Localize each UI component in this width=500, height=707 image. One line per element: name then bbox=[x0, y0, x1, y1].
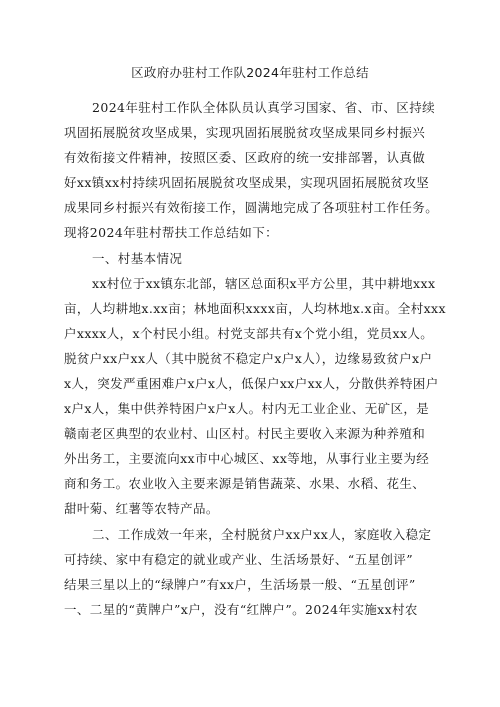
paragraph-line: 成果同乡村振兴有效衔接工作，圆满地完成了各项驻村工作任务。 bbox=[64, 200, 439, 215]
paragraph-line: x户x人，集中供养特困户x户x人。村内无工业企业、无矿区，是 bbox=[64, 401, 430, 416]
paragraph-line: 甜叶菊、红薯等农特产品。 bbox=[64, 501, 219, 516]
document-title: 区政府办驻村工作队2024年驻村工作总结 bbox=[131, 65, 369, 80]
paragraph-line: 亩，人均耕地x.xx亩；林地面积xxxx亩，人均林地x.x亩。全村xxx bbox=[64, 301, 446, 316]
paragraph-line: 赣南老区典型的农业村、山区村。村民主要收入来源为种养殖和 bbox=[64, 426, 426, 441]
paragraph-line: 二、工作成效一年来，全村脱贫户xx户xx人，家庭收入稳定 bbox=[92, 527, 432, 542]
paragraph-line: 巩固拓展脱贫攻坚成果，实现巩固拓展脱贫攻坚成果同乡村振兴 bbox=[64, 125, 426, 140]
paragraph-line: 好xx镇xx村持续巩固拓展脱贫攻坚成果，实现巩固拓展脱贫攻坚 bbox=[64, 175, 430, 190]
paragraph-line: 脱贫户xx户xx人（其中脱贫不稳定户x户x人），边缘易致贫户x户 bbox=[64, 351, 433, 366]
paragraph-line: 可持续、家中有稳定的就业或产业、生活场景好、“五星创评” bbox=[64, 552, 413, 567]
paragraph-line: 一、二星的“黄牌户”x户，没有“红牌户”。2024年实施xx村农 bbox=[64, 602, 418, 617]
paragraph-line: xx村位于xx镇东北部，辖区总面积x平方公里，其中耕地xxx bbox=[92, 276, 436, 291]
paragraph-line: 2024年驻村工作队全体队员认真学习国家、省、市、区持续 bbox=[92, 100, 436, 115]
paragraph-line: 户xxxx人，x个村民小组。村党支部共有x个党小组，党员xx人。 bbox=[64, 326, 434, 341]
paragraph-line: 现将2024年驻村帮扶工作总结如下： bbox=[64, 225, 279, 240]
paragraph-line: 商和务工。农业收入主要来源是销售蔬菜、水果、水稻、花生、 bbox=[64, 476, 426, 491]
paragraph-line: x人，突发严重困难户x户x人，低保户xx户xx人，分散供养特困户 bbox=[64, 376, 439, 391]
paragraph-line: 外出务工，主要流向xx市中心城区、xx等地，从事行业主要为经 bbox=[64, 451, 430, 466]
paragraph-line: 有效衔接文件精神，按照区委、区政府的统一安排部署，认真做 bbox=[64, 150, 426, 165]
section-heading: 一、村基本情况 bbox=[92, 251, 183, 266]
paragraph-line: 结果三星以上的“绿牌户”有xx户，生活场景一般、“五星创评” bbox=[64, 577, 416, 592]
